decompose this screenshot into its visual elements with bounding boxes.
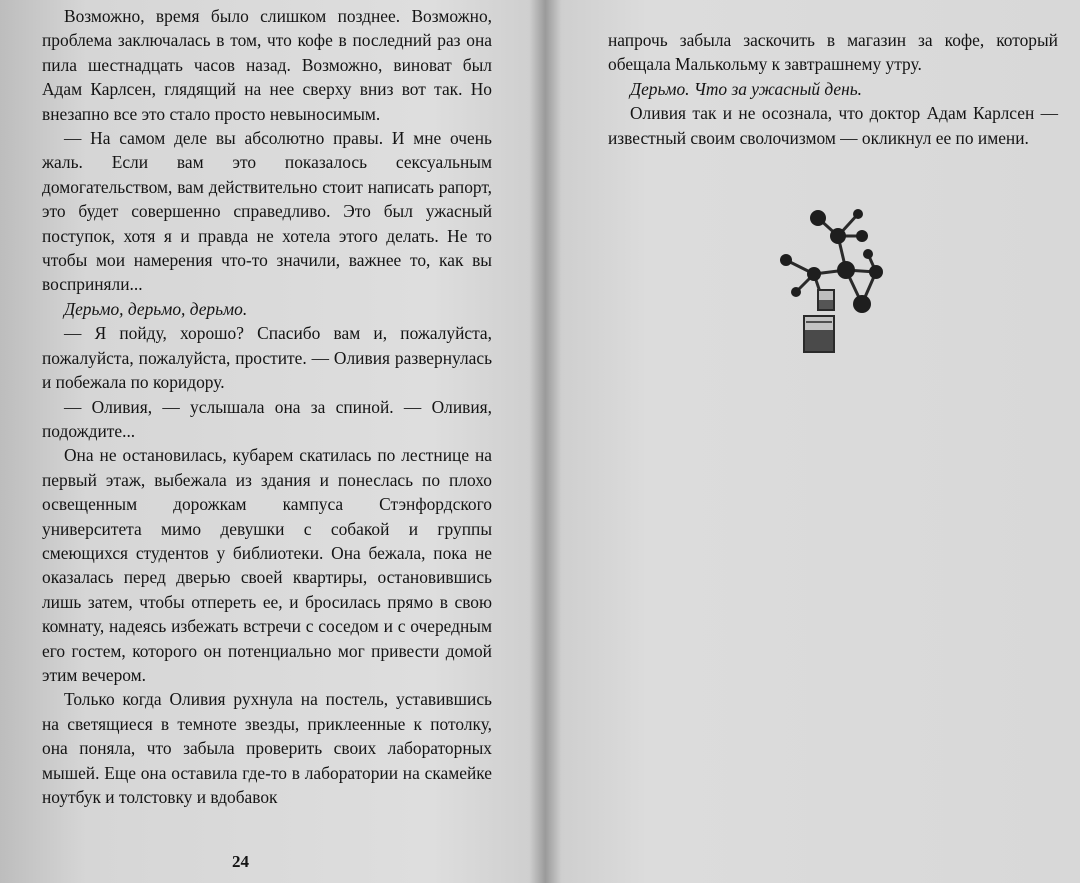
paragraph: — Я пойду, хорошо? Спасибо вам и, пожалуйста, пожалуйста, пожалуйста, простите. — Оливия развернулась и побежала по коридору. [42, 323, 492, 393]
paragraph: — Оливия, — услышала она за спиной. — Оливия, подождите... [42, 396, 492, 441]
paragraph-italic: Дерьмо. Что за ужасный день. [630, 78, 863, 99]
left-page-text [42, 4, 492, 809]
page-number: 24 [232, 852, 249, 871]
right-page [552, 0, 1080, 883]
paragraph: — На самом деле вы абсолютно правы. И мне очень жаль. Если вам это показалось сексуальным домогательством, вам действительно стоит написать рапорт, это будет совершенно справедливо. Это был ужасный поступок, хотя я и правда не хотела этого делать. Не то чтобы мои намерения что-то значили, важнее то, как вы восприняли... [42, 128, 492, 295]
molecule-beaker-icon [778, 202, 890, 354]
paragraph: напрочь забыла заскочить в магазин за кофе, который обещала Малькольму к завтрашнему утру. [608, 30, 1058, 75]
paragraph: Оливия так и не осознала, что доктор Адам Карлсен — известный своим сволочизмом — окликнул ее по имени. [608, 103, 1058, 148]
paragraph: Возможно, время было слишком позднее. Возможно, проблема заключалась в том, что кофе в последний раз она пила шестнадцать часов назад. Возможно, виноват был Адам Карлсен, глядящий на нее сверху вниз вот так. Но внезапно все это стало просто невыносимым. [42, 6, 492, 124]
paragraph: Только когда Оливия рухнула на постель, уставившись на светящиеся в темноте звезды, приклеенные к потолку, она поняла, что забыла проверить своих лабораторных мышей. Еще она оставила где-то в лаборатории на скамейке ноутбук и толстовку и вдобавок [42, 689, 492, 807]
paragraph-italic: Дерьмо, дерьмо, дерьмо. [64, 298, 248, 319]
paragraph: Она не остановилась, кубарем скатилась по лестнице на первый этаж, выбежала из здания и понеслась по плохо освещенным дорожкам кампуса Стэнфордского университета мимо девушки с собакой и группы смеющихся студентов у библиотеки. Она бежала, пока не оказалась перед дверью своей квартиры, остановившись лишь затем, чтобы отпереть ее, и бросилась прямо в свою комнату, надеясь избежать встречи с соседом и с очередным его гостем, которого он потенциально мог привести домой этим вечером. [42, 445, 492, 685]
right-page-text [608, 28, 1058, 150]
